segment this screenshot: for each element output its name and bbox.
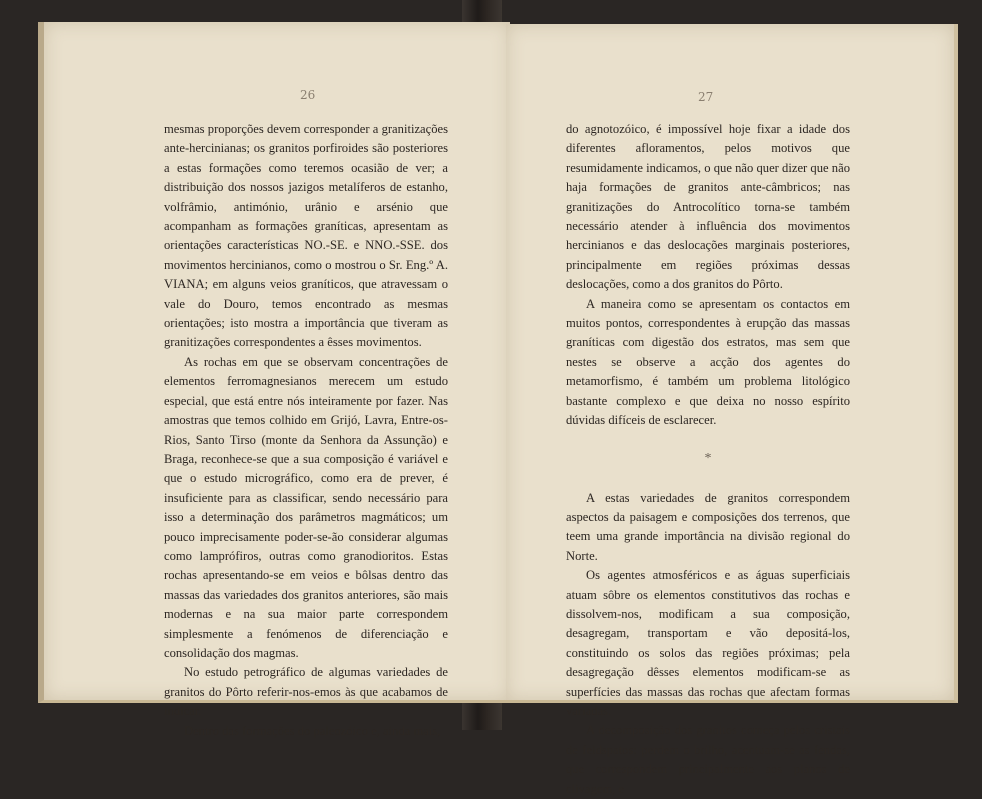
right-page <box>506 24 958 796</box>
paragraph: A maneira como se apresentam os contactos em muitos pontos, correspondentes à erupção das massas graníticas com digestão dos estratos, mas sem que nestes se observe a acção dos agentes do metamorfismo, é também um problema litológico bastante complexo e que deixa no nosso espírito dúvidas difíceis de esclarecer. <box>566 296 850 428</box>
paragraph: mesmas proporções devem corresponder a granitizações ante-hercinianas; os granitos porfiroides são posteriores a estas formações como teremos ocasião de ver; a distribuição dos nossos jazigos metalíferos de estanho, volfrâmio, antimónio, urânio e arsénio que acompanham as formações graníticas, apresentam as orientações características NO.-SE. e NNO.-SSE. dos movimentos hercinianos, como o mostrou o Sr. Eng.º A. VIANA; em alguns veios graníticos, que atravessam o vale do Douro, temos encontrado as mesmas orientações; isto mostra a importância que tiveram as granitizações correspondentes a êsses movimentos. <box>164 122 448 350</box>
section-separator: * <box>704 450 712 466</box>
page-number: 27 <box>698 90 714 104</box>
paragraph: Dentro das formações do paleozóico e, ainda mais, <box>184 723 441 738</box>
paragraph: No estudo petrográfico de algumas variedades de granitos do Pôrto referir-nos-emos às que acabamos de indicar. <box>164 665 448 719</box>
paragraph: Os agentes atmosféricos e as águas superficiais atuam sôbre os elementos constitutivos das rochas e dissolvem-nos, modificam a sua composição, desagregam, transportam e vão depositá-los, constituindo os solos das regiões próximas; pela desagregação dêsses elementos modificam-se as superfícies das massas das rochas que afectam formas variadas. <box>566 568 850 718</box>
left-page <box>38 22 510 738</box>
right-page-body <box>566 120 850 799</box>
left-page-body <box>164 120 448 741</box>
page-number: 26 <box>300 88 316 102</box>
paragraph: As rochas em que se observam concentrações de elementos ferromagnesianos merecem um estudo especial, que está entre nós inteiramente por fazer. Nas amostras que temos colhido em Grijó, Lavra, Entre-os-Rios, Santo Tirso (monte da Senhora da Assunção) e Braga, reconhece-se que a sua composição é variável e que o estudo micrográfico, como era de prever, é insuficiente para as classificar, sendo necessário para isso a determinação dos parâmetros magmáticos; um pouco imprecisamente poder-se-ão considerar algumas como lamprófiros, outras como granodioritos. Estas rochas apresentando-se em veios e bôlsas dentro das massas das variedades dos granitos anteriores, são mais modernas e na sua maior parte correspondem simplesmente a fenómenos de diferenciação e consolidação dos magmas. <box>164 354 448 660</box>
paragraph: do agnotozóico, é impossível hoje fixar a idade dos diferentes afloramentos, pelos motivos que resumidamente indicamos, o que não quer dizer que não haja formações de granitos ante-câmbricos; nas granitizações do Antrocolítico torna-se também necessário atender à influência dos movimentos hercinianos e das deslocações marginais posteriores, principalmente em regiões próximas dessas deslocações, como a dos granitos do Pôrto. <box>566 122 850 292</box>
paragraph: A decomposição dos granitos começa pelos cristais de feldspatos: perdem o brilho, acentuam-se as fendas, que correspondem principalmente aos planos de clivagem, e <box>566 723 850 796</box>
paragraph: A estas variedades de granitos correspondem aspectos da paisagem e composições dos terrenos, que teem uma grande importância na divisão regional do Norte. <box>566 490 850 563</box>
